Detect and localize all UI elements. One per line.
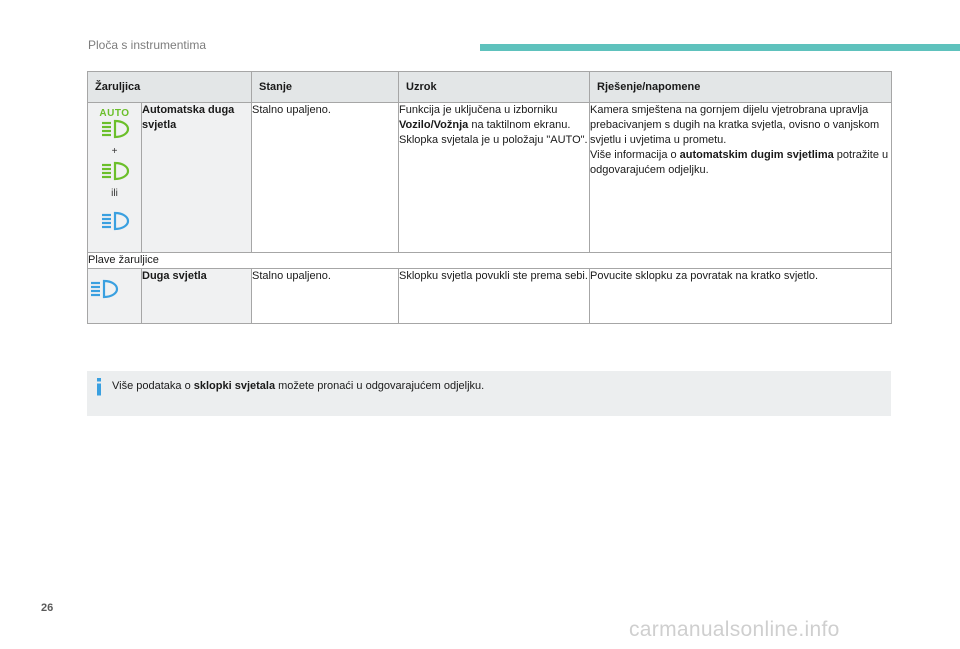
cause-text-2: na taktilnom ekranu. xyxy=(468,119,571,131)
table-row xyxy=(88,269,892,324)
info-note xyxy=(87,371,891,416)
solution-text-3: potražite u odgovarajućem odjeljku. xyxy=(590,149,889,176)
info-icon xyxy=(95,378,103,401)
high-beam-green-icon xyxy=(99,161,131,186)
table-header-row xyxy=(88,72,892,103)
column-header-solution: Rješenje/napomene xyxy=(590,72,892,103)
lamp-name-text: Duga svjetla xyxy=(142,270,207,282)
section-label: Plave žaruljice xyxy=(88,253,892,269)
solution-bold: automatskim dugim svjetlima xyxy=(679,149,834,161)
column-header-cause: Uzrok xyxy=(399,72,590,103)
info-link-text: sklopki svjetala xyxy=(193,380,276,392)
table-row xyxy=(88,103,892,253)
auto-label: AUTO xyxy=(99,108,130,119)
lamp-name xyxy=(142,103,252,253)
solution-text: Kamera smještena na gornjem dijelu vjetrobrana upravlja prebacivanjem s dugih na kratka svjetla, ovisno o vanjskom svjetlu i uvjetima u prometu. xyxy=(590,104,880,146)
lamp-state: Stalno upaljeno. xyxy=(252,103,399,253)
lamp-cause: Sklopku svjetla povukli ste prema sebi. xyxy=(399,269,590,324)
lamp-name xyxy=(142,269,252,324)
high-beam-blue-icon xyxy=(99,211,131,236)
lamp-solution xyxy=(590,103,892,253)
info-text-1: Više podataka o xyxy=(112,380,194,392)
lamp-icons-cell xyxy=(88,103,142,253)
info-text-2: možete pronaći u odgovarajućem odjeljku. xyxy=(275,380,485,392)
watermark: carmanualsonline.info xyxy=(629,618,840,641)
lamp-cause xyxy=(399,103,590,253)
section-row xyxy=(88,253,892,269)
lamp-solution: Povucite sklopku za povratak na kratko svjetlo. xyxy=(590,269,892,324)
info-text xyxy=(112,380,484,392)
plus-separator: + xyxy=(111,146,118,157)
column-header-lamp: Žaruljica xyxy=(88,72,252,103)
or-separator: ili xyxy=(111,188,118,199)
high-beam-blue-icon xyxy=(88,290,120,302)
header-accent-bar xyxy=(480,44,960,51)
solution-text-2: Više informacija o xyxy=(590,149,680,161)
lamp-state: Stalno upaljeno. xyxy=(252,269,399,324)
lamp-name-text: Automatska duga svjetla xyxy=(142,104,235,131)
lamp-icons-cell xyxy=(88,269,142,324)
cause-line-2: Sklopka svjetala je u položaju "AUTO". xyxy=(399,134,588,146)
column-header-state: Stanje xyxy=(252,72,399,103)
page-number: 26 xyxy=(41,602,54,614)
warning-lamps-table xyxy=(87,71,892,324)
cause-menu-path: Vozilo/Vožnja xyxy=(399,119,469,131)
cause-text: Funkcija je uključena u izborniku xyxy=(399,104,558,116)
section-title: Ploča s instrumentima xyxy=(88,38,207,52)
auto-high-beam-green-icon xyxy=(99,119,131,144)
